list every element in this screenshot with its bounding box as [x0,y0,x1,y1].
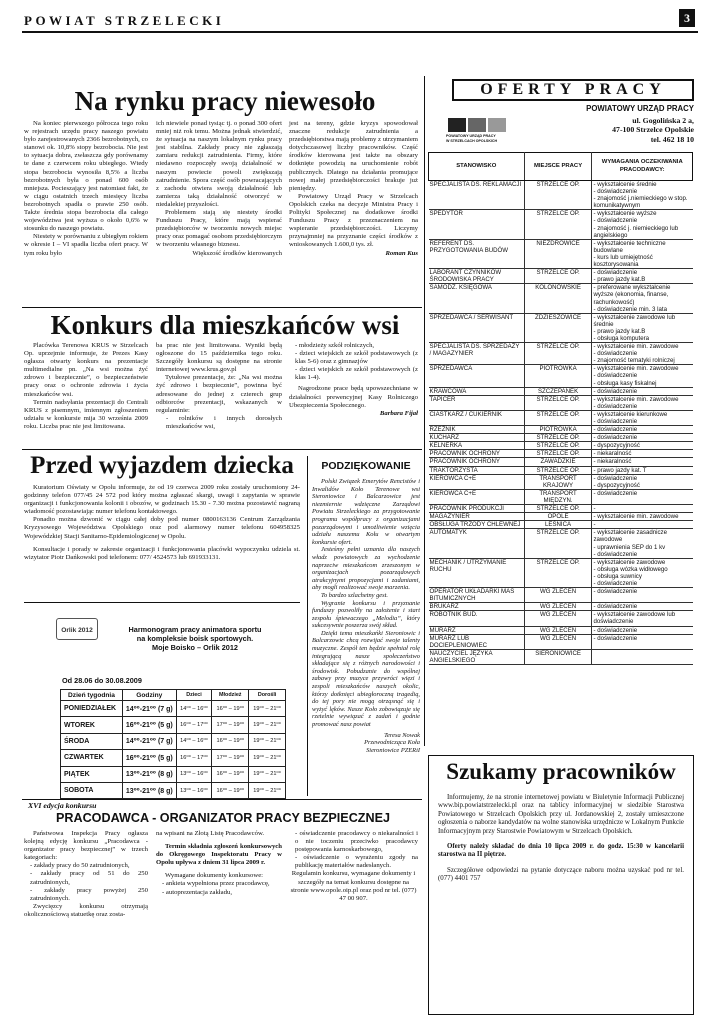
workers-box [428,755,694,1015]
cell-requirements: - doświadczenie - dyspozycyjność [592,474,693,489]
offers-title: OFERTY PRACY [452,79,694,101]
cell: 16⁰⁰ – 19⁰⁰ [212,701,249,717]
signature [312,732,420,755]
table-row [429,649,693,664]
cell-requirements: - doświadczenie [592,603,693,611]
cell-location: STRZELCE OP. [524,450,592,458]
paragraph: Państwowa Inspekcja Pracy ogłasza kolejną edycję konkursu „Pracodawca - organizator pracy bezpiecznej” w trzech kategoriach: [24,830,148,862]
article-trip-body [24,484,300,562]
cell: 19⁰⁰ – 21⁰⁰ [249,782,286,798]
cell-position: TAPICER [429,395,525,410]
table-row [429,387,693,395]
pup-logo-text [446,134,522,143]
cell-requirements: - wykształcenie min. zawodowe [592,513,693,521]
table-row [429,410,693,425]
table-row [61,750,286,766]
table-row [429,269,693,284]
article-labor-col3 [289,120,418,258]
cell-position: KELNERKA [429,442,525,450]
table-row [429,442,693,450]
cell-position: KRAWCOWA [429,387,525,395]
cell-requirements: - wykształcenie zawodowe - obsługa wózka widłowego - obsługa suwnicy - doświadczenie [592,558,693,587]
paragraph: Powiatowy Urząd Pracy w Strzelcach Opolskich czeka na decyzje Ministra Pracy i Polityki Społecznej na dodatkowe środki Funduszu Pracy z przeznaczeniem na wspieranie przedsiębiorczości. Liczymy przynajmniej na przyznanie części środków z wnioskowanych 1.600,0 tys. zł. [289,192,418,249]
cell-location: NIEZDROWICE [524,239,592,268]
cell-location: STRZELCE OP. [524,269,592,284]
workers-title: Szukamy pracowników [446,759,676,784]
cell-location: TRANSPORT MIĘDZYN. [524,489,592,504]
table-row [429,513,693,521]
table-row [429,489,693,504]
cell-hours: 14⁰⁰-21⁰⁰ (7 g) [122,701,176,717]
article-employer-col1 [24,830,148,919]
cell-position: MURARZ LUB DOCIEPLENIOWIEC [429,634,525,649]
article-title-employer: PRACODAWCA - ORGANIZATOR PRACY BEZPIECZNEJ [56,811,390,825]
cell-day: CZWARTEK [61,750,123,766]
paragraph: Termin nadsyłania prezentacji do Centrali KRUS z pisemnym, imiennym zgłoszeniem udziału w konkursie mija 30 września 2009 roku. Liczba prac nie jest limitowana. [24,398,148,430]
address-line: ul. Gogolińska 2 a, [632,116,694,125]
paragraph: Placówka Terenowa KRUS w Strzelcach Op. uprzejmie informuje, że Prezes Kasy ogłasza otwarty konkurs na prezentacje multimedialne pn. „Na wsi można żyć zdrowo i bezpiecznie”, o bezpieczeństwie pracy oraz o ochronie zdrowia i życia mieszkańców wsi. [24,342,148,398]
workers-body [438,794,684,884]
cell-position: AUTOMATYK [429,529,525,558]
table-row [61,766,286,782]
cell-location: SZCZEPANEK [524,387,592,395]
signature-role: Przewodnicząca Koła [364,739,420,747]
author: Barbara Fijał [379,409,418,417]
paragraph: Konsultacje i porady w zakresie organizacji i funkcjonowania placówki wypoczynku udziela st. wizytator Piotr Dańkowski pod telefonem: 077/ 4524573 lub 691933131. [24,545,300,561]
schedule-title-line: na kompleksie boisk sportowych. [136,634,254,643]
paragraph: Termin składnia zgłoszeń konkursowych do Okręgowego Inspektoratu Pracy w Opolu upływa z dniem 31 lipca 2009 r. [156,843,282,867]
pup-logo [446,116,522,148]
cell-position: MURARZ [429,626,525,634]
paragraph: ba prac nie jest limitowana. Wyniki będą ogłoszone do 15 października tego roku. Szczegóły konkursu są dostępne na stronie internetowej www.krus.gov.pl [156,342,282,374]
article-contest-col1 [24,342,148,431]
cell-day: SOBOTA [61,782,123,798]
table-row [429,529,693,558]
cell-requirements: - doświadczenie [592,426,693,434]
cell: 16⁰⁰ – 19⁰⁰ [212,733,249,749]
list-item: - rolników i innych dorosłych mieszkańców wsi, [166,414,282,430]
article-title-labor-market: Na rynku pracy niewesoło [74,86,376,116]
cell-location: STRZELCE OP. [524,466,592,474]
col-header: Godziny [122,690,176,701]
cell-requirements: - doświadczenie [592,588,693,603]
article-contest-col3 [289,342,418,418]
cell-position: SAMODZ. KSIĘGOWA [429,284,525,313]
column-divider [307,456,308,796]
table-row [429,181,693,210]
col-header: STANOWISKO [429,153,525,181]
article-title-child-trip: Przed wyjazdem dziecka [30,452,294,479]
cell-requirements: - wykształcenie min. zawodowe - doświadczenie [592,395,693,410]
paragraph: Niestety w porównaniu z ubiegłym rokiem w okresie I – VI spadła liczba ofert pracy. W tym roku było [24,233,148,257]
cell-requirements: - wykształcenie średnie - doświadczenie - znajomość j.niemieckiego w stop. komunikatywnym [592,181,693,210]
orlik-logo [56,618,98,640]
paragraph: Informujemy, że na stronie internetowej powiatu w Biuletynie Informacji Publicznej www.bip.powiatstrzelecki.pl oraz na tablicy informacyjnej w siedzibie Starostwa Powiatowego w Strzelcach Opolskich przy ul. Jordanowskiej 2, zostały umieszczone ogłoszenia o naborze kandydatów na wolne stanowiska urzędnicze w Lokalnym Punkcie Informacyjnym przy Starostwie Powiatowym w Strzelcach Opolskich. [438,794,684,835]
page-number: 3 [679,9,695,27]
list-item: - dzieci wiejskich ze szkół podstawowych (z klas 1-4). [295,366,418,382]
col-header: Dorośli [249,690,286,701]
article-labor-col2 [156,120,282,258]
cell-location: STRZELCE OP. [524,529,592,558]
list-item: - ankieta wypełniona przez pracodawcę, [162,880,270,888]
author: Roman Kus [385,249,418,257]
cell-requirements: - [592,521,693,529]
cell-position: NAUCZYCIEL JĘZYKA ANGIELSKIEGO [429,649,525,664]
cell-requirements [592,649,693,664]
paragraph: jest na tereny, gdzie kryzys spowodował znaczne redukcje zatrudnienia a przedsiębiorstwa mają problemy z utrzymaniem dotychczasowej liczby pracowników. Część środków kierowana jest także na obszary dotknięte powodzią na uruchomienie robót publicznych. Dlatego na działania promujące nowej małej przedsiębiorczości brakuje już pieniędzy. [289,120,418,192]
cell: 17⁰⁰ – 19⁰⁰ [212,717,249,733]
job-offers-table [428,152,693,665]
divider [22,799,422,800]
cell-requirements: - wykształcenie techniczne budowlane - kurs lub umiejętność kosztorysowania [592,239,693,268]
cell-position: PRACOWNIK OCHRONY [429,458,525,466]
list-item: - zakłady pracy powyżej 250 zatrudnionych. [30,886,148,902]
cell-location: STRZELCE OP. [524,343,592,365]
paragraph: Zwycięzcy konkursu otrzymają okolicznościową statuetkę oraz zosta- [24,902,148,918]
paragraph: na wpisani na Złotą Listę Pracodawców. [156,830,265,837]
table-row [61,717,286,733]
cell-day: PONIEDZIAŁEK [61,701,123,717]
col-header: Dzień tygodnia [61,690,123,701]
paragraph: Polski Związek Emerytów Rencistów i Inwalidów Koło Terenowe wsi Sieroniowice i Balcarzowice jest niezmiernie wdzięczne Zarządowi Powiatu Strzeleckiego za przygotowanie programu współpracy z organizacjami pozarządowymi i umożliwienie wzięcia udziału naszemu Kołu w otwartym konkursie ofert. [312,478,420,546]
cell: 16⁰⁰ – 19⁰⁰ [212,782,249,798]
list-item: - autoprezentacja zakładu, [162,888,232,896]
cell-requirements: - preferowane wykształcenie wyższe (ekonomia, finanse, rachunkowość) - doświadczenie min. 3 lata [592,284,693,313]
cell-location: STRZELCE OP. [524,410,592,425]
cell-position: TRAKTORZYSTA [429,466,525,474]
article-employer-col3 [289,830,418,903]
cell-position: ROBOTNIK BUD. [429,611,525,626]
table-row [429,395,693,410]
list-item: - dzieci wiejskich ze szkół podstawowych (z klas 5-6) oraz z gimnazjów [295,350,418,366]
cell-location: OPOLE [524,513,592,521]
article-title-contest: Konkurs dla mieszkańców wsi [50,310,400,340]
signature-name: Teresa Nowak [384,731,420,739]
cell-location: STRZELCE OP. [524,395,592,410]
cell-location: STRZELCE OP. [524,181,592,210]
paragraph: Problemem stają się niestety środki Funduszu Pracy, które mają wspierać przedsiębiorców w tworzeniu nowych miejsc pracy oraz pomagać osobom przedsiębiorczym w tworzeniu własnego biznesu. [156,209,282,249]
cell-position: OPERATOR UKŁADARKI MAS BITUMICZNYCH [429,588,525,603]
cell-requirements: - wykształcenie min. zawodowe - doświadczenie - obsługa kasy fiskalnej [592,365,693,387]
offers-subtitle: POWIATOWY URZĄD PRACY [586,104,694,113]
paragraph: Na koniec pierwszego półrocza tego roku w rejestrach urzędu pracy naszego powiatu było zarejestrowanych 2366 bezrobotnych, co stanowi ok. 10,8% stopy bezrobocia. Nie jest to sytuacja dobra, zwłaszcza gdy porównamy te dane z czerwcem roku ubiegłego. Wtedy stopa bezrobocia wynosiła 8,5% a liczba bezrobotnych była o ponad 600 osób mniejsza. Pocieszający jest natomiast fakt, że w ciągu ostatnich trzech miesięcy liczba bezrobotnych spadła o prawie 250 osób. Także średnia stopa bezrobocia dla całego województwa jest wyższa o około 0,6% w stosunku do naszego powiatu. [24,120,148,233]
col-header: Młodzież [212,690,249,701]
schedule-dates: Od 28.06 do 30.08.2009 [62,676,142,685]
table-row [429,458,693,466]
table-row [429,450,693,458]
cell-position: SPRZEDAWCA / SERWISANT [429,313,525,342]
cell-location: STRZELCE OP. [524,210,592,239]
list-item: - młodzieży szkół rolniczych, [295,342,375,349]
cell-location: KOLONOWSKIE [524,284,592,313]
cell-requirements: - doświadczenie [592,634,693,649]
cell-position: SPEDYTOR [429,210,525,239]
cell-location: PIOTRÓWKA [524,426,592,434]
table-row [61,733,286,749]
list-item: - zakłady pracy od 51 do 250 zatrudnionych, [30,870,148,886]
cell-day: ŚRODA [61,733,123,749]
table-row [429,558,693,587]
paragraph: ich niewiele ponad tysiąc tj. o ponad 300 ofert mniej niż rok temu. Można jednak stwierdzić, że sytuacja na naszym lokalnym rynku pracy jest stabilna. Zakłady pracy nie zgłaszają zamiaru redukcji zatrudnienia. Firmy, które niedawno rozpoczęły swoją działalność w naszym powiecie powoli zwiększają zatrudnienie. Spora część osób powracających z zachodu otwiera swoją działalność lub zamierza taką działalność otworzyć w niedalekiej przyszłości. [156,120,282,208]
article-labor-col1 [24,120,148,258]
cell-requirements: - prawo jazdy kat. T [592,466,693,474]
address-line: 47-100 Strzelce Opolskie [612,125,694,135]
col-header: Dzieci [176,690,212,701]
cell-location: STRZELCE OP. [524,505,592,513]
paragraph: Oferty należy składać do dnia 10 lipca 2009 r. do godz. 15:30 w kancelarii starostwa na II piętrze. [438,843,684,859]
cell: 19⁰⁰ – 21⁰⁰ [249,733,286,749]
cell-hours: 13⁰⁰-21⁰⁰ (8 g) [122,766,176,782]
cell-location: STRZELCE OP. [524,442,592,450]
paragraph: Dzięki temu mieszkańki Sieroniowic i Balcarzowic chcą rozwijać swoje talenty muzyczne. Zespół ten będzie spełniał rolę integrującą nasze społeczeństwo składające się z różnych narodowości i środowisk. Pobudzanie do wspólnej zabawy przy muzyce przywróci więzi i zespoli mieszkańców naszych okolic, którzy dotknięci ubiegłoroczną tragedią, do tej pory nie mogą otrząsnąć się i wyżyć lęków. Nasze Koło zobowiązuje się rzetelnie wywiązać z zadań i godnie promować nasz powiat [312,629,420,728]
table-row [429,505,693,513]
divider [22,449,422,450]
cell-day: PIĄTEK [61,766,123,782]
table-row [429,466,693,474]
table-row [429,521,693,529]
cell-requirements: - doświadczenie [592,387,693,395]
cell-requirements: - wykształcenie zawodowe lub doświadczenie [592,611,693,626]
schedule-title [103,625,287,652]
thanks-body [312,478,420,754]
table-row [429,434,693,442]
header-rule [22,31,698,33]
list-item: - oświadczenie o wyrażeniu zgody na publikację materiałów nadesłanych. [295,854,418,870]
table-row [429,284,693,313]
schedule-title-line: Harmonogram pracy animatora sportu [128,625,262,634]
cell-position: CIASTKARZ / CUKIERNIK [429,410,525,425]
col-header: WYMAGANIA OCZEKIWANIA PRACODAWCY: [592,153,693,181]
cell-requirements: - wykształcenie min. zawodowe - doświadczenie - znajomość tematyki rolniczej [592,343,693,365]
cell-requirements: - doświadczenie [592,434,693,442]
cell-location: STRZELCE OP. [524,558,592,587]
cell-location: WG ZLECEŃ [524,603,592,611]
pup-logo-line: POWIATOWY URZĄD PRACY [446,134,496,138]
paragraph: Nagrodzone prace będą upowszechniane w działalności prewencyjnej Kasy Rolniczego Ubezpieczenia Społecznego. [289,385,418,409]
cell-requirements: - doświadczenie [592,626,693,634]
list-item: - zakłady pracy do 50 zatrudnionych, [30,862,130,870]
cell: 16⁰⁰ – 17⁰⁰ [176,717,212,733]
signature-org: Sieroniowice PZERiI [366,746,420,754]
schedule-table [60,689,286,799]
cell-hours: 16⁰⁰-21⁰⁰ (5 g) [122,717,176,733]
paragraph: Kuratorium Oświaty w Opolu informuje, że od 19 czerwca 2009 roku zostały uruchomiony 24- godzinny telefon 077/45 24 572 pod który można zgłaszać skargi, uwagi i zapytania w sprawie organizacji i funkcjonowania kolonii i obozów, w godzinach 15.30 - 7.30 można pozostawić nagraną wiadomość pozostawiając numer telefonu kontaktowego. [24,484,300,516]
cell-location: WG ZLECEŃ [524,611,592,626]
cell-location: WG ZLECEŃ [524,634,592,649]
table-header-row [429,153,693,181]
cell-location: LEŚNICA [524,521,592,529]
cell-position: RZEŹNIK [429,426,525,434]
cell-requirements: - doświadczenie [592,489,693,504]
cell: 13⁰⁰ – 16⁰⁰ [176,782,212,798]
cell-location: STRZELCE OP. [524,434,592,442]
cell-position: PRACOWNIK OCHRONY [429,450,525,458]
cell: 19⁰⁰ – 21⁰⁰ [249,766,286,782]
cell-location: ZAWADZKIE [524,458,592,466]
cell-requirements: - wykształcenie wyższe - doświadczenie - znajomość j. niemieckiego lub angielskiego [592,210,693,239]
table-row [429,611,693,626]
address-line: tel. 462 18 10 [650,134,694,144]
paragraph: Ponadto można dzwonić w ciągu całej doby pod numer 0800163136 Centrum Zarządzania Kryzysowego Województwa Opolskiego oraz pod alarmowy numer telefonu 604958325 Wojewódzkiej Stacji Sanitarno-Epidemiologicznej w Opolu. [24,516,300,540]
paragraph: Regulamin konkursu, wymagane dokumenty i szczegóły na temat konkursu dostępne na stronie www.opole.oip.pl oraz pod nr tel. (077) 47 00 907. [290,870,417,902]
col-header: MIEJSCE PRACY [524,153,592,181]
cell-requirements: - [592,505,693,513]
paragraph: Jesteśmy pełni uznania dla naszych władz powiatowych za wychodzenie naprzeciw mieszkańcom zrzeszonym w organizacjach pozarządowych atrakcyjnymi propozycjami i zadaniami, aby mogli realizować swoje marzenia. [312,546,420,592]
cell-position: SPECJALISTA DS. SPRZEDAŻY / MAGAZYNIER [429,343,525,365]
table-header-row [61,690,286,701]
cell-location: ZDZIESZOWICE [524,313,592,342]
table-row [429,313,693,342]
table-row [429,210,693,239]
cell-position: KIEROWCA C+E [429,474,525,489]
table-row [429,474,693,489]
cell-hours: 16⁰⁰-21⁰⁰ (5 g) [122,750,176,766]
table-row [429,426,693,434]
list-item: - oświadczenie pracodawcy o niekaralności i o nie toczeniu przeciwko pracodawcy postępowania karnoskarbowego, [295,830,418,854]
cell-requirements: - wykształcenie zawodowe lub średnie - prawo jazdy kat.B - obsługa komputera [592,313,693,342]
cell-position: SPRZEDAWCA [429,365,525,387]
schedule-title-line: Moje Boisko – Orlik 2012 [152,643,238,652]
cell: 16⁰⁰ – 19⁰⁰ [212,766,249,782]
thanks-title: PODZIĘKOWANIE [321,460,411,472]
cell-location: TRANSPORT KRAJOWY [524,474,592,489]
divider [22,307,422,308]
cell: 17⁰⁰ – 19⁰⁰ [212,750,249,766]
cell-position: MAGAZYNIER [429,513,525,521]
cell-requirements: - niekaralność [592,458,693,466]
cell-position: REFERENT DS. PRZYGOTOWANIA BUDÓW [429,239,525,268]
cell-location: WG ZLECEŃ [524,588,592,603]
cell-requirements: - niekaralność [592,450,693,458]
cell-position: BRUKARZ [429,603,525,611]
cell-position: KIEROWCA C+E [429,489,525,504]
job-offers-body [429,181,693,665]
cell-position: LABORANT CZYNNIKÓW ŚRODOWISKA PRACY [429,269,525,284]
paragraph: Większość środków kierowanych [192,249,282,257]
paragraph: Tytułowe prezentacje, że: „Na wsi można żyć zdrowo i bezpiecznie”, powinna być adresowane do jednej z czterech grup odbiorców prezentacji, wskazanych w regulaminie: [156,374,282,414]
cell-requirements: - wykształcenie zasadnicze zawodowe - uprawnienia SEP do 1 kv - doświadczenie [592,529,693,558]
cell-position: PRACOWNIK PRODUKCJI [429,505,525,513]
cell: 14⁰⁰ – 16⁰⁰ [176,701,212,717]
cell-position: MECHANIK / UTRZYMANIE RUCHU [429,558,525,587]
cell: 19⁰⁰ – 21⁰⁰ [249,750,286,766]
table-row [61,782,286,798]
table-row [429,626,693,634]
cell-location: PIOTRÓWKA [524,365,592,387]
cell-requirements: - wykształcenie kierunkowe - doświadczenie [592,410,693,425]
pup-logo-line: W STRZELCACH OPOLSKICH [446,138,498,143]
cell: 19⁰⁰ – 21⁰⁰ [249,717,286,733]
cell-day: WTOREK [61,717,123,733]
cell: 16⁰⁰ – 17⁰⁰ [176,750,212,766]
cell-position: SPECJALISTA DS. REKLAMACJI [429,181,525,210]
article-contest-col2 [156,342,282,431]
cell-requirements: - doświadczenie - prawo jazdy kat.B [592,269,693,284]
table-row [429,365,693,387]
table-row [429,239,693,268]
cell-position: KUCHARZ [429,434,525,442]
table-row [429,588,693,603]
paragraph: To bardzo szlachetny gest. [321,591,388,599]
table-row [61,701,286,717]
cell: 19⁰⁰ – 21⁰⁰ [249,701,286,717]
paragraph: Wymagane dokumenty konkursowe: [165,872,264,880]
paragraph: Wygranie konkursu i przyznanie funduszy pozwoliły na założenie i start zespołu śpiewaczego „Melodia”, który sukcesywnie poszerza swój skład. [312,599,420,630]
orlik-logo-text: Orlik 2012 [61,627,93,634]
article-employer-col2 [156,830,282,897]
table-row [429,634,693,649]
pup-logo-icon [446,116,522,148]
cell-hours: 13⁰⁰-21⁰⁰ (8 g) [122,782,176,798]
cell-location: SIERONIOWICE [524,649,592,664]
divider [24,602,300,603]
column-divider [424,76,425,746]
cell-position: OBSŁUGA TRZODY CHLEWNEJ [429,521,525,529]
cell-requirements: - dyspozycyjność [592,442,693,450]
cell-hours: 14⁰⁰-21⁰⁰ (7 g) [122,733,176,749]
pup-address [556,116,694,144]
cell: 13⁰⁰ – 16⁰⁰ [176,766,212,782]
article-kicker: XVI edycja konkursu [28,801,97,810]
table-row [429,603,693,611]
paragraph: Szczegółowe odpowiedzi na pytanie dotyczące naboru można uzyskać pod nr tel. (077) 4401 757 [438,866,684,883]
section-header-title: POWIAT STRZELECKI [24,13,225,28]
cell-location: WG ZLECEŃ [524,626,592,634]
table-row [429,343,693,365]
cell: 14⁰⁰ – 16⁰⁰ [176,733,212,749]
